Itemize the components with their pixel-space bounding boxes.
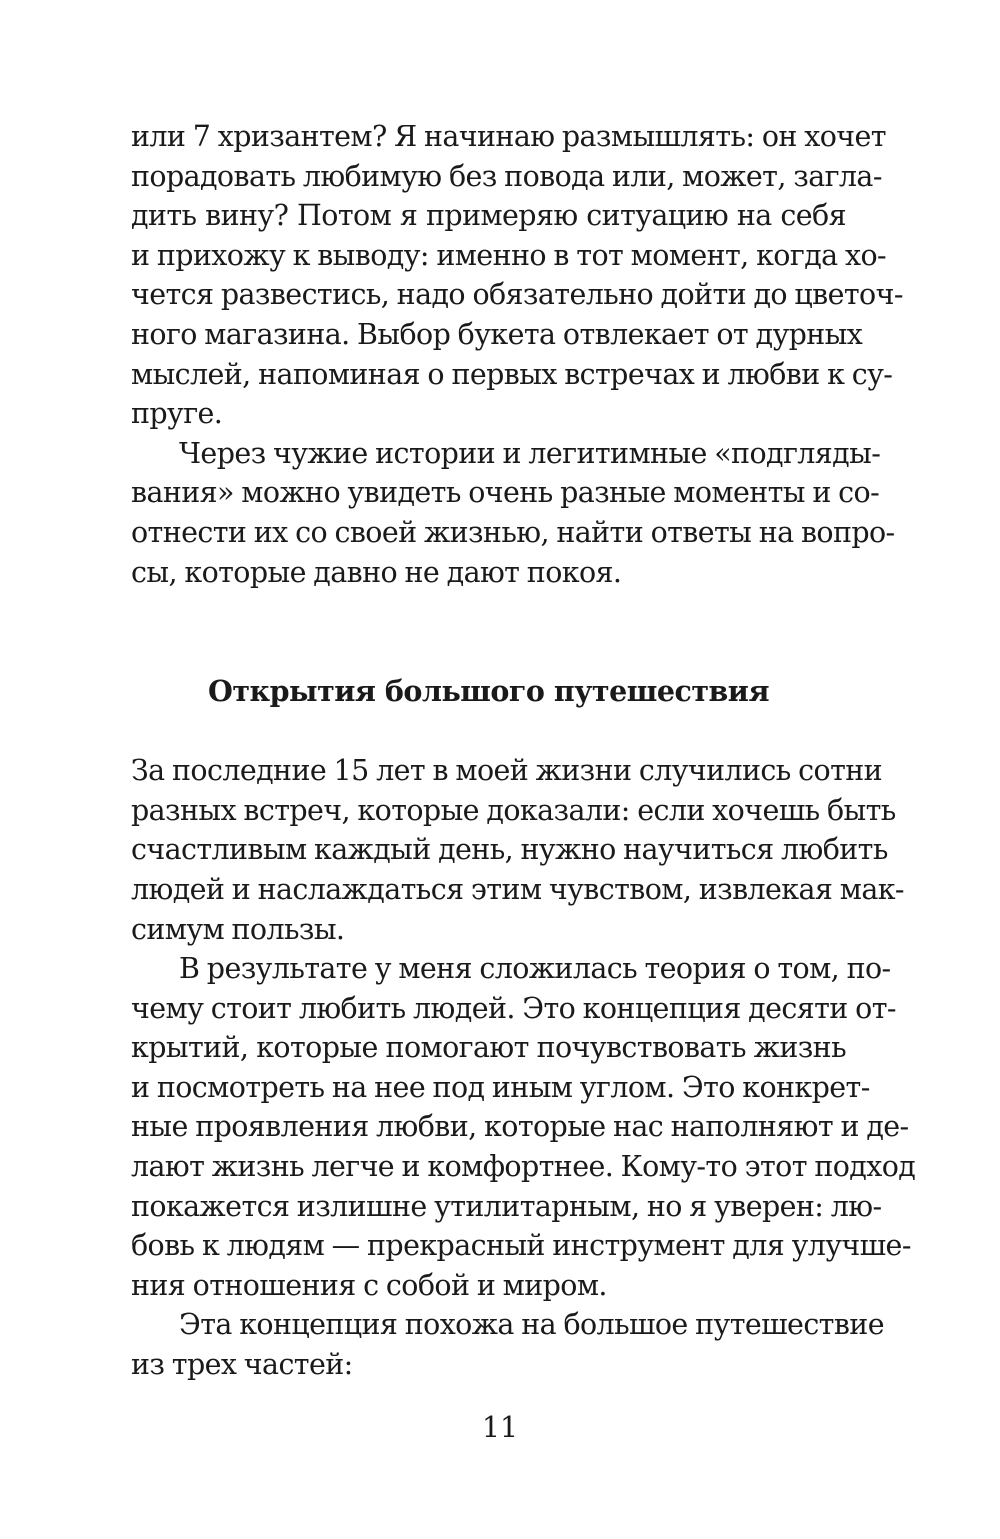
text-line: бовь к людям — прекрасный инструмент для улучше-: [131, 1229, 911, 1263]
text-line: ные проявления любви, которые нас наполняют и де-: [131, 1110, 909, 1144]
paragraph-theory: [131, 949, 916, 1305]
text-line: За последние 15 лет в моей жизни случились сотни: [131, 754, 883, 788]
text-line: ного магазина. Выбор букета отвлекает от дурных: [131, 317, 863, 351]
text-line: мыслей, напоминая о первых встречах и любви к су-: [131, 357, 893, 391]
text-line: В результате у меня сложилась теория о том, по-: [179, 952, 891, 986]
text-line: Через чужие истории и легитимные «подгляды-: [179, 436, 881, 470]
paragraph-journey: [131, 1305, 884, 1384]
text-line: чему стоит любить людей. Это концепция десяти от-: [131, 991, 896, 1025]
text-line: симум пользы.: [131, 912, 345, 946]
text-line: сы, которые давно не дают покоя.: [131, 555, 622, 589]
text-line: или 7 хризантем? Я начинаю размышлять: он хочет: [131, 120, 886, 153]
text-line: покажется излишне утилитарным, но я уверен: лю-: [131, 1189, 882, 1223]
paragraph-other-stories: [131, 434, 895, 592]
text-line: и прихожу к выводу: именно в тот момент, когда хо-: [131, 238, 887, 272]
section-heading: Открытия большого путешествия: [208, 674, 769, 709]
text-line: дить вину? Потом я примеряю ситуацию на себя: [131, 199, 846, 233]
text-line: счастливым каждый день, нужно научиться любить: [131, 833, 888, 867]
page-number: 11: [481, 1411, 519, 1444]
text-line: разных встреч, которые доказали: если хочешь быть: [131, 793, 896, 827]
text-line: чется развестись, надо обязательно дойти до цветоч-: [131, 278, 903, 312]
text-line: крытий, которые помогают почувствовать жизнь: [131, 1031, 846, 1065]
paragraph-chrysanthemums: [131, 117, 903, 434]
text-line: отнести их со своей жизнью, найти ответы на вопро-: [131, 515, 895, 549]
text-line: вания» можно увидеть очень разные моменты и со-: [131, 476, 880, 510]
text-line: лают жизнь легче и комфортнее. Кому-то этот подход: [131, 1150, 916, 1184]
text-line: пруге.: [131, 397, 223, 431]
text-line: и посмотреть на нее под иным углом. Это конкрет-: [131, 1070, 870, 1104]
text-line: ния отношения с собой и миром.: [131, 1268, 607, 1302]
text-line: Эта концепция похожа на большое путешествие: [179, 1308, 884, 1342]
text-line: из трех частей:: [131, 1348, 353, 1382]
text-line: людей и наслаждаться этим чувством, извлекая мак-: [131, 872, 904, 906]
paragraph-last-15-years: [131, 751, 904, 949]
text-line: порадовать любимую без повода или, может, загла-: [131, 159, 882, 193]
page-body: [131, 117, 916, 1385]
